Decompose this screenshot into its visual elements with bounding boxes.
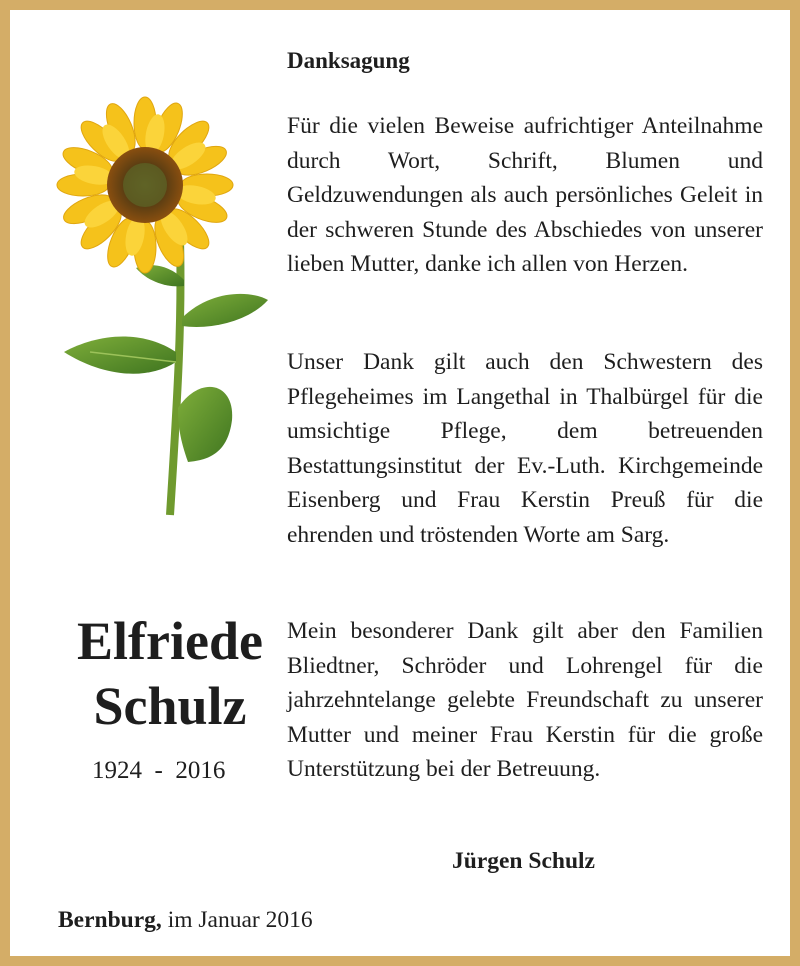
footer-place: Bernburg,	[58, 907, 162, 933]
life-years: 1924 - 2016	[92, 757, 226, 784]
deceased-first-name: Elfriede	[77, 611, 263, 671]
signature: Jürgen Schulz	[452, 848, 595, 874]
paragraph-gratitude: Für die vielen Beweise aufrichtiger Anteilnahme durch Wort, Schrift, Blumen und Geldzuwendungen als auch persönliches Geleit in der schweren Stunde des Abschiedes von unserer lieben Mutter, danke ich allen von Herzen.	[287, 113, 763, 278]
paragraph-care-thanks: Unser Dank gilt auch den Schwestern des Pflegeheimes im Langethal in Thalbürgel für die umsichtige Pflege, dem betreuenden Bestattungsinstitut der Ev.-Luth. Kirchgemeinde Eisenberg und Frau Kerstin Preuß für die ehrenden und tröstenden Worte am Sarg.	[287, 349, 763, 548]
footer-place-date	[58, 907, 313, 934]
heading: Danksagung	[287, 48, 410, 73]
deceased-last-name: Schulz	[93, 676, 247, 736]
sunflower-icon	[50, 90, 280, 520]
paragraph-family-thanks: Mein besonderer Dank gilt aber den Familien Bliedtner, Schröder und Lohrengel für die jahrzehntelange gelebte Freundschaft zu unserer Mutter und meiner Frau Kerstin für die große Unterstützung bei der Betreuung.	[287, 618, 763, 783]
footer-date: im Januar 2016	[161, 907, 313, 933]
